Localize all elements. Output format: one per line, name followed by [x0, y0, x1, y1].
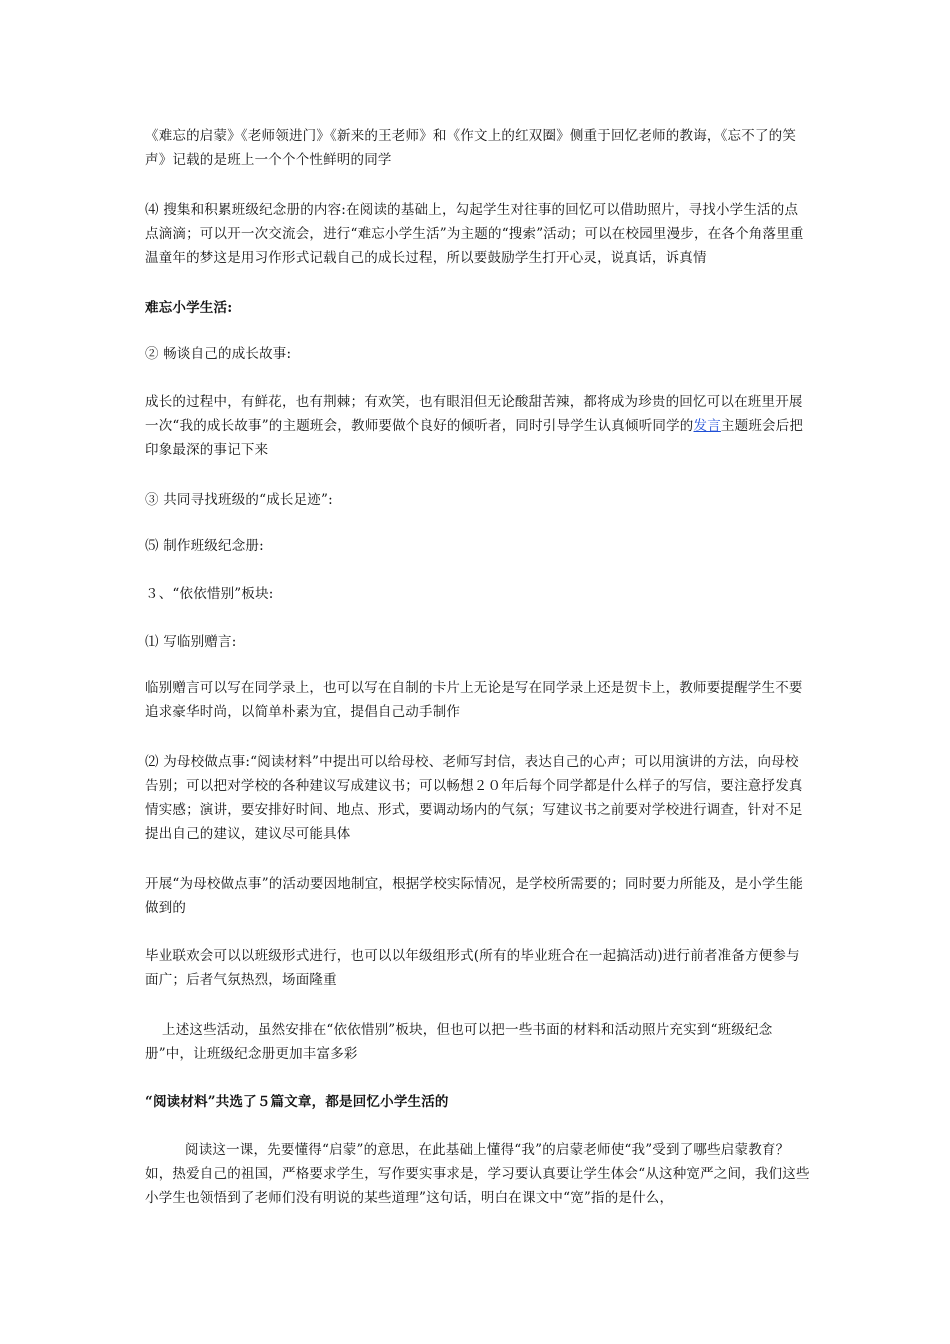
section-heading-2: “阅读材料”共选了５篇文章，都是回忆小学生活的 — [145, 1094, 449, 1110]
section-heading-1: 难忘小学生活: — [145, 300, 233, 316]
paragraph-4-text-a: 成长的过程中，有鲜花，也有荆棘；有欢笑，也有眼泪但无论酸甜苦辣，都将成为珍贵的回忆可以在班里开展一次“我的成长故事”的主题班会，教师要做个良好的倾听者，同时引导学生认真倾听同学的 — [145, 394, 803, 434]
paragraph-12: 毕业联欢会可以以班级形式进行，也可以以年级组形式(所有的毕业班合在一起搞活动)进行前者准备方便参与面广；后者气氛热烈，场面隆重 — [145, 948, 800, 988]
paragraph-9: 临别赠言可以写在同学录上，也可以写在自制的卡片上无论是写在同学录上还是贺卡上，教师要提醒学生不要追求豪华时尚，以简单朴素为宜，提倡自己动手制作 — [145, 680, 803, 720]
paragraph-7: ３、“依依惜别”板块: — [145, 586, 274, 602]
paragraph-13: 上述这些活动，虽然安排在“依依惜别”板块，但也可以把一些书面的材料和活动照片充实到“班级纪念册”中，让班级纪念册更加丰富多彩 — [145, 1022, 773, 1062]
paragraph-3: ② 畅谈自己的成长故事: — [145, 346, 292, 362]
paragraph-4-text-b: 主题班会后把印象最深的事记下来 — [145, 418, 804, 458]
paragraph-4 — [145, 390, 810, 462]
speech-link[interactable]: 发言 — [693, 418, 721, 434]
paragraph-5: ③ 共同寻找班级的“成长足迹”: — [145, 492, 333, 508]
paragraph-14: 阅读这一课，先要懂得“启蒙”的意思，在此基础上懂得“我”的启蒙老师使“我”受到了哪些启蒙教育？如，热爱自己的祖国，严格要求学生，写作要实事求是，学习要认真要让学生体会“从这种宽严之间，我们这些小学生也领悟到了老师们没有明说的某些道理”这句话，明白在课文中“宽”指的是什么， — [145, 1142, 810, 1206]
paragraph-11: 开展“为母校做点事”的活动要因地制宜，根据学校实际情况，是学校所需要的；同时要力所能及，是小学生能做到的 — [145, 876, 804, 916]
paragraph-2: ⑷ 搜集和积累班级纪念册的内容:在阅读的基础上，勾起学生对往事的回忆可以借助照片，寻找小学生活的点点滴滴；可以开一次交流会，进行“难忘小学生活”为主题的“搜索”活动；可以在校园里漫步，在各个角落里重温童年的梦这是用习作形式记载自己的成长过程，所以要鼓励学生打开心灵，说真话，诉真情 — [145, 202, 804, 266]
paragraph-10: ⑵ 为母校做点事:“阅读材料”中提出可以给母校、老师写封信，表达自己的心声；可以用演讲的方法，向母校告别；可以把对学校的各种建议写成建议书；可以畅想２０年后每个同学都是什么样子的写信，要注意抒发真情实感；演讲，要安排好时间、地点、形式，要调动场内的气氛；写建议书之前要对学校进行调查，针对不足提出自己的建议，建议尽可能具体 — [145, 754, 803, 842]
paragraph-1: 《难忘的启蒙》《老师领进门》《新来的王老师》和《作文上的红双圈》侧重于回忆老师的教诲，《忘不了的笑声》记载的是班上一个个个性鲜明的同学 — [145, 128, 797, 168]
paragraph-6: ⑸ 制作班级纪念册: — [145, 538, 264, 554]
paragraph-8: ⑴ 写临别赠言: — [145, 634, 237, 650]
